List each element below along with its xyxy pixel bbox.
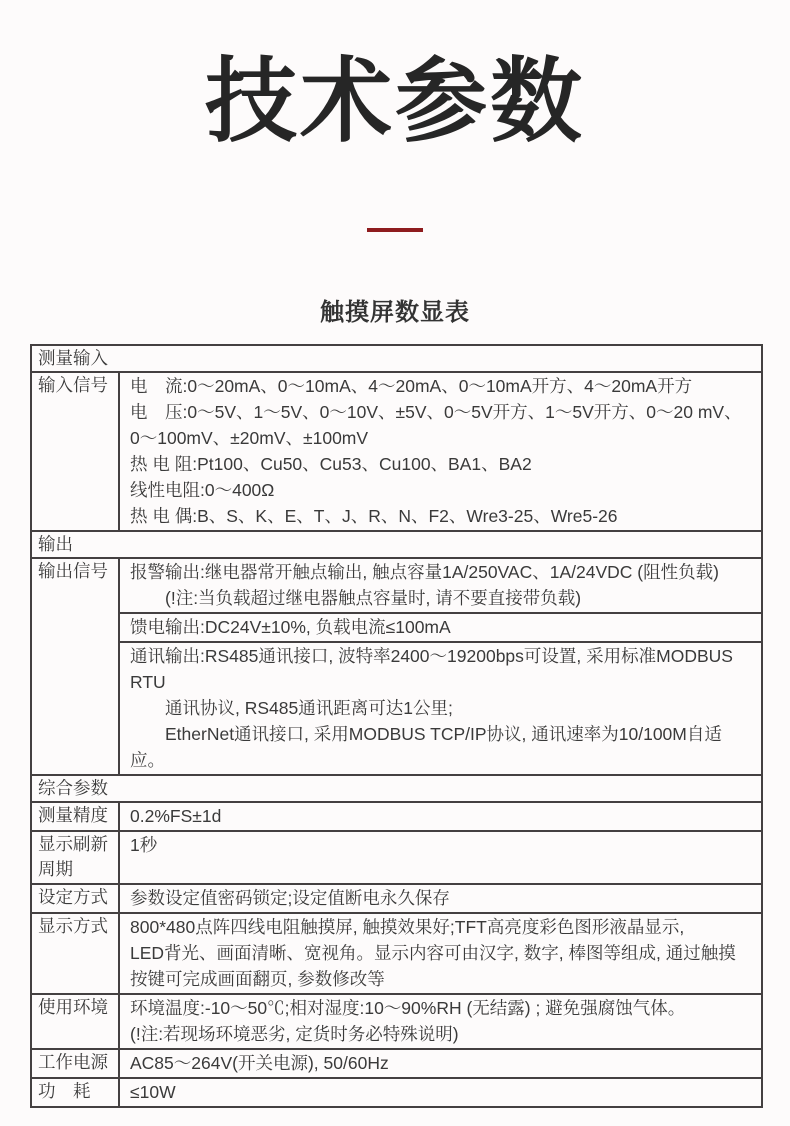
spec-row [31, 802, 762, 831]
section-header-row [31, 775, 762, 802]
red-divider [367, 228, 423, 232]
spec-row [31, 372, 762, 531]
document-page [0, 52, 790, 1108]
spec-row [31, 831, 762, 884]
spec-row-value [119, 802, 762, 831]
spec-row-value [119, 642, 762, 775]
spec-row-label: 功 耗 [31, 1078, 119, 1107]
spec-row [31, 1078, 762, 1107]
page-title: 技术参数 [204, 51, 585, 153]
spec-row [31, 642, 762, 775]
spec-value-line: 0.2%FS±1d [130, 806, 222, 826]
spec-row-value [119, 913, 762, 994]
spec-value-line: 800*480点阵四线电阻触摸屏, 触摸效果好;TFT高亮度彩色图形液晶显示, [130, 917, 685, 937]
spec-row-value [119, 884, 762, 913]
section-header-label: 综合参数 [31, 775, 762, 802]
spec-row [31, 613, 762, 642]
spec-row-label: 输出信号 [31, 558, 119, 775]
spec-table [30, 344, 763, 1108]
spec-row [31, 884, 762, 913]
spec-value-line: 0～100mV、±20mV、±100mV [130, 428, 369, 448]
spec-row-value [119, 558, 762, 613]
spec-value-line: 热 电 偶:B、S、K、E、T、J、R、N、F2、Wre3-25、Wre5-26 [130, 506, 618, 526]
spec-row-label: 显示方式 [31, 913, 119, 994]
spec-row-value [119, 1078, 762, 1107]
section-header-row [31, 345, 762, 372]
spec-value-line: 参数设定值密码锁定;设定值断电永久保存 [130, 888, 450, 908]
spec-value-line: 报警输出:继电器常开触点输出, 触点容量1A/250VAC、1A/24VDC (阻性负载) [130, 562, 719, 582]
spec-value-line: AC85～264V(开关电源), 50/60Hz [130, 1053, 389, 1073]
spec-value-line: 1秒 [130, 835, 158, 855]
spec-value-line: 热 电 阻:Pt100、Cu50、Cu53、Cu100、BA1、BA2 [130, 454, 532, 474]
spec-table-body [31, 345, 762, 1107]
spec-value-line: 馈电输出:DC24V±10%, 负载电流≤100mA [130, 617, 451, 637]
spec-value-line: 按键可完成画面翻页, 参数修改等 [130, 969, 385, 989]
spec-value-line: 电 流:0～20mA、0～10mA、4～20mA、0～10mA开方、4～20mA开方 [130, 376, 693, 396]
spec-value-line: ≤10W [130, 1082, 176, 1102]
spec-row-value [119, 994, 762, 1049]
spec-value-line: 环境温度:-10～50℃;相对湿度:10～90%RH (无结露) ; 避免强腐蚀气体。 [130, 998, 686, 1018]
spec-row-value [119, 613, 762, 642]
spec-row [31, 994, 762, 1049]
spec-row-value [119, 831, 762, 884]
spec-row-label: 输入信号 [31, 372, 119, 531]
spec-row-label: 设定方式 [31, 884, 119, 913]
spec-row-value [119, 372, 762, 531]
spec-value-line: 通讯输出:RS485通讯接口, 波特率2400～19200bps可设置, 采用标准MODBUS RTU [130, 646, 733, 692]
section-header-label: 输出 [31, 531, 762, 558]
spec-value-line: LED背光、画面清晰、宽视角。显示内容可由汉字, 数字, 棒图等组成, 通过触摸 [130, 943, 736, 963]
spec-row [31, 913, 762, 994]
spec-row-label: 测量精度 [31, 802, 119, 831]
section-header-label: 测量输入 [31, 345, 762, 372]
table-title: 触摸屏数显表 [320, 299, 470, 326]
spec-row [31, 558, 762, 613]
spec-value-line: (!注:若现场环境恶劣, 定货时务必特殊说明) [130, 1024, 459, 1044]
spec-row-label: 使用环境 [31, 994, 119, 1049]
spec-row-label: 工作电源 [31, 1049, 119, 1078]
spec-value-line: 通讯协议, RS485通讯距离可达1公里; [130, 698, 453, 718]
section-header-row [31, 531, 762, 558]
spec-row-label: 显示刷新周期 [31, 831, 119, 884]
spec-value-line: EtherNet通讯接口, 采用MODBUS TCP/IP协议, 通讯速率为10/100M自适应。 [130, 724, 722, 770]
spec-value-line: 电 压:0～5V、1～5V、0～10V、±5V、0～5V开方、1～5V开方、0～20 mV、 [130, 402, 742, 422]
spec-value-line: (!注:当负载超过继电器触点容量时, 请不要直接带负载) [130, 588, 582, 608]
spec-value-line: 线性电阻:0～400Ω [130, 480, 275, 500]
